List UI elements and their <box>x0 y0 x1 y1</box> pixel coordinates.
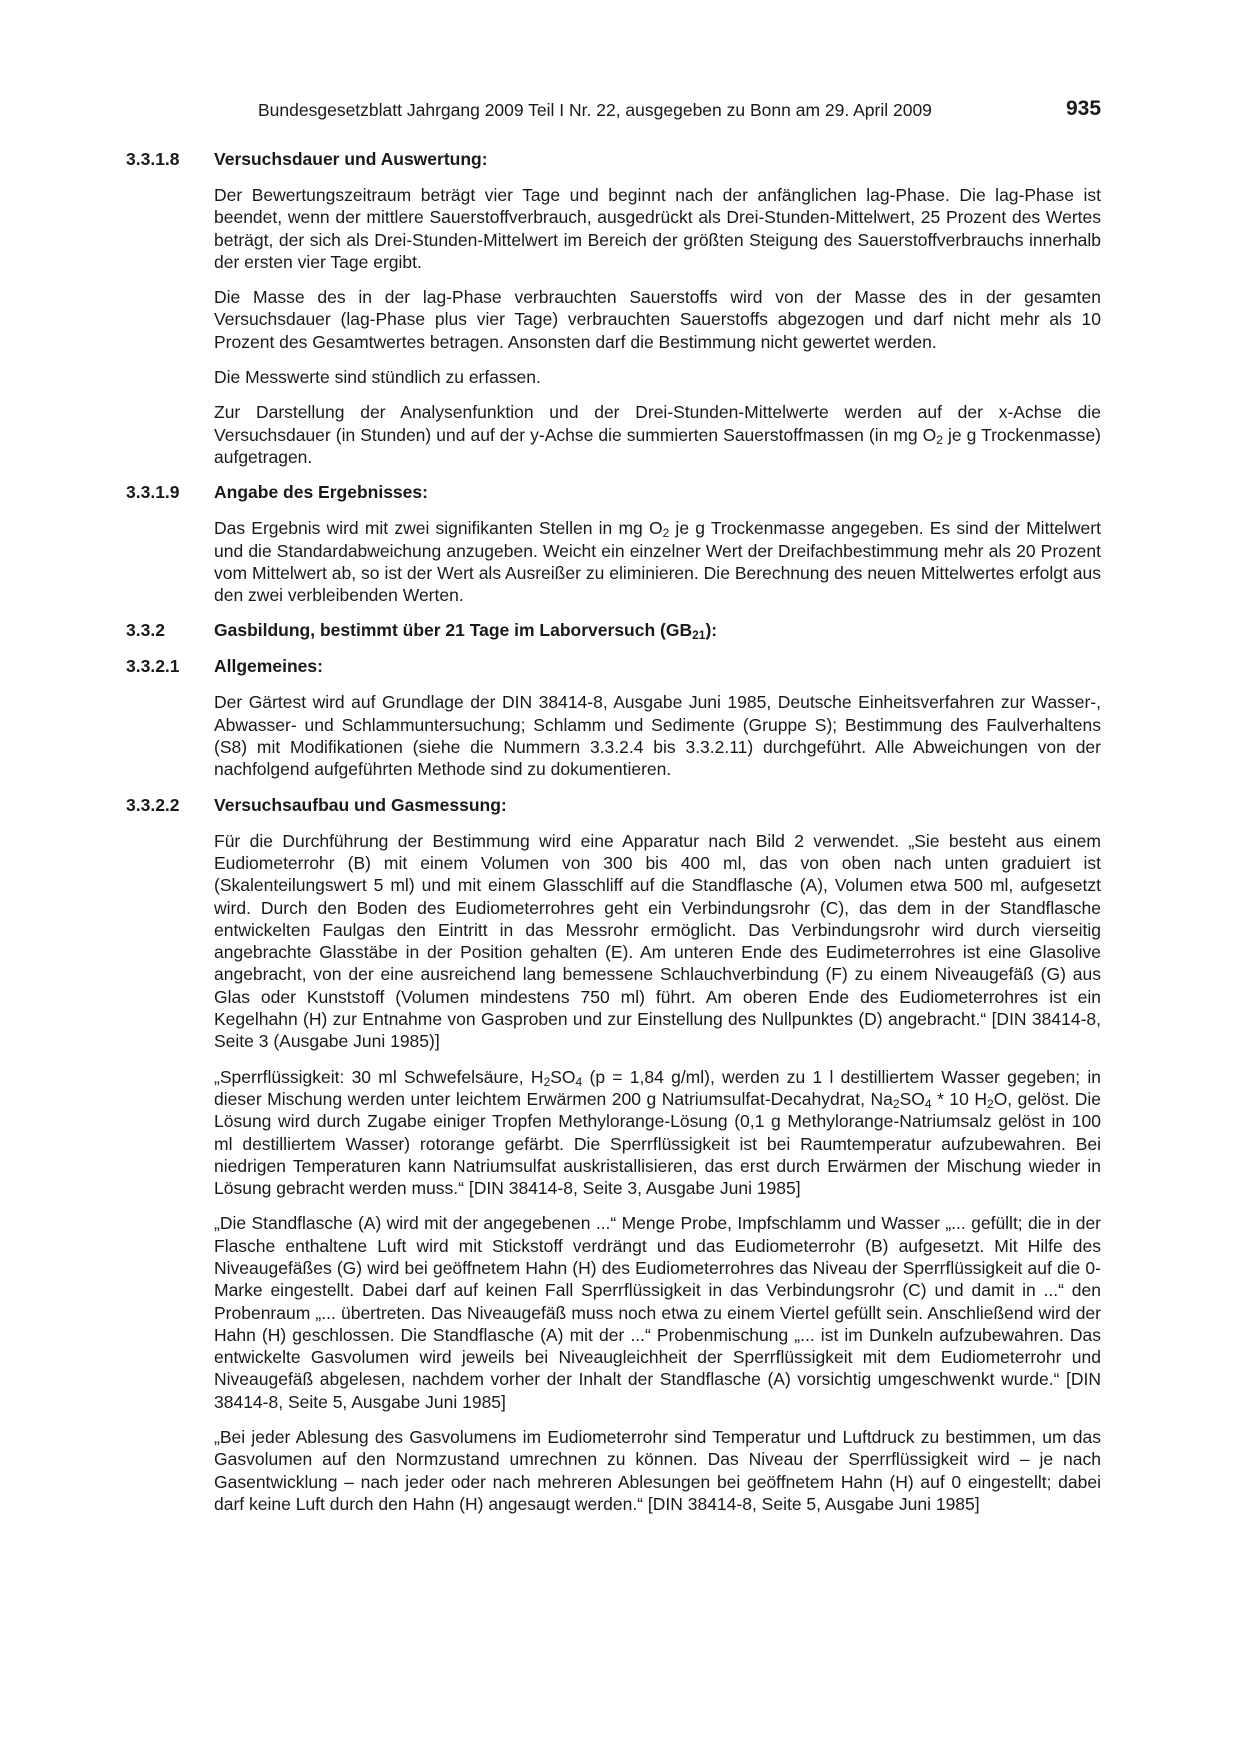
section-heading <box>126 794 1101 816</box>
section-number: 3.3.2.2 <box>126 794 180 815</box>
section-title-text: Gasbildung, bestimmt über 21 Tage im Laborversuch (GB <box>214 620 693 641</box>
section-number: 3.3.1.8 <box>126 149 180 169</box>
section-heading <box>126 481 1101 503</box>
paragraph <box>214 830 1101 1053</box>
subscript: 2 <box>543 1074 551 1089</box>
section-title <box>214 794 507 816</box>
section-body <box>214 830 1101 1516</box>
text-run: Zur Darstellung der Analysenfunktion und der Drei-Stunden-Mittelwerte werden auf der x-Achse die Versuchsdauer (in Stunden) und auf der y-Achse die summierten Sauerstoffmassen (in mg O <box>214 402 1101 445</box>
text-run: „Die Standflasche (A) wird mit der angegebenen ...“ Menge Probe, Impfschlamm und Wasser „... gefüllt; die in der Flasche enthaltene Luft wird mit Stickstoff verdrängt und das Eudiometerrohr (B) aufgesetzt. Mit Hilfe des Niveaugefäßes (G) wird bei geöffnetem Hahn (H) des Eudiometerrohres das Niveau der Sperrflüssigkeit auf die 0-Marke eingestellt. Dabei darf auf keinen Fall Sperrflüssigkeit in das Verbindungsrohr (C) und damit in ...“ den Probenraum „... übertreten. Das Niveaugefäß muss noch etwa zu einem Viertel gefüllt sein. Anschließend wird der Hahn (H) geschlossen. Die Standflasche (A) mit der ...“ Probenmischung „... ist im Dunkeln aufzubewahren. Das entwickelte Gasvolumen wird jeweils bei Niveaugleichheit der Sperrflüssigkeit mit dem Eudiometerrohr und Niveaugefäß abgelesen, nachdem vorher der Inhalt der Standflasche (A) vorsichtig umgeschwenkt wurde.“ [DIN 38414-8, Seite 5, Ausgabe Juni 1985] <box>214 1213 1101 1412</box>
text-run: SO <box>550 1066 576 1087</box>
paragraph <box>214 1066 1101 1200</box>
text-run: SO <box>899 1088 925 1109</box>
text-run: O, gelöst. Die Lösung wird durch Zugabe einiger Tropfen Methylorange-Lösung (0,1 g Methylorange-Natriumsalz gelöst in 100 ml destilliertem Wasser) rotorange gefärbt. Die Sperrflüssigkeit ist bei Raumtemperatur aufzubewahren. Bei niedrigen Temperaturen kann Natriumsulfat auskristallisieren, das erst durch Erwärmen der Mischung wieder in Lösung gebracht werden muss.“ [DIN 38414-8, Seite 3, Ausgabe Juni 1985] <box>214 1088 1101 1199</box>
subscript: 2 <box>892 1096 900 1111</box>
section-title-text: Angabe des Ergebnisses: <box>214 482 428 503</box>
subscript: 4 <box>924 1096 932 1111</box>
section-heading <box>126 148 1101 170</box>
paragraph <box>214 366 1101 388</box>
section-title-end: ): <box>705 620 718 641</box>
section-title-text: Versuchsdauer und Auswertung: <box>214 149 488 169</box>
text-run: (p = 1,84 g/ml), werden zu 1 l destilliertem Wasser gegeben; in dieser Mischung werden unter leichtem Erwärmen 200 g Natriumsulfat-Decahydrat, Na <box>214 1066 1102 1109</box>
section-heading <box>126 619 1101 641</box>
section-body <box>214 691 1101 780</box>
paragraph <box>214 1426 1101 1515</box>
text-run: * 10 H <box>931 1088 987 1109</box>
text-run: Die Masse des in der lag-Phase verbrauchten Sauerstoffs wird von der Masse des in der gesamten Versuchsdauer (lag-Phase plus vier Tage) verbrauchten Sauerstoffs abgezogen und darf nicht mehr als 10 Prozent des Gesamtwertes betragen. Ansonsten darf die Bestimmung nicht gewertet werden. <box>214 287 1101 352</box>
paragraph <box>214 517 1101 606</box>
text-run: Der Gärtest wird auf Grundlage der DIN 38414-8, Ausgabe Juni 1985, Deutsche Einheitsverfahren zur Wasser-, Abwasser- und Schlammuntersuchung; Schlamm und Sedimente (Gruppe S); Bestimmung des Faulverhaltens (S8) mit Modifikationen (siehe die Nummern 3.3.2.4 bis 3.3.2.11) durchgeführt. Alle Abweichungen von der nachfolgend aufgeführten Methode sind zu dokumentieren. <box>214 692 1101 780</box>
document-body <box>126 148 1101 1528</box>
text-run: „Sperrflüssigkeit: 30 ml Schwefelsäure, H <box>214 1066 544 1087</box>
title-subscript: 21 <box>692 628 706 643</box>
text-run: je g Trockenmasse angegeben. Es sind der Mittelwert und die Standardabweichung anzugeben. Weicht ein einzelner Wert der Dreifachbestimmung mehr als 20 Prozent vom Mittelwert ab, so ist der Wert als Ausreißer zu eliminieren. Die Berechnung des neuen Mittelwertes erfolgt aus den zwei verbleibenden Werten. <box>214 518 1101 606</box>
text-run: Das Ergebnis wird mit zwei signifikanten Stellen in mg O <box>214 518 663 539</box>
text-run: Die Messwerte sind stündlich zu erfassen. <box>214 367 541 388</box>
section-title <box>214 481 428 503</box>
paragraph <box>214 691 1101 780</box>
text-run: „Bei jeder Ablesung des Gasvolumens im Eudiometerrohr sind Temperatur und Luftdruck zu bestimmen, um das Gasvolumen auf den Normzustand umrechnen zu können. Das Niveau der Sperrflüssigkeit wird – je nach Gasentwicklung – nach jeder oder nach mehreren Ablesungen bei geöffnetem Hahn (H) auf 0 eingestellt; dabei darf keine Luft durch den Hahn (H) angesaugt werden.“ [DIN 38414-8, Seite 5, Ausgabe Juni 1985] <box>214 1427 1101 1514</box>
section-title <box>214 655 323 677</box>
section-number: 3.3.2.1 <box>126 656 180 677</box>
page-header <box>0 97 1241 124</box>
section-heading <box>126 655 1101 677</box>
section <box>126 794 1101 1516</box>
paragraph <box>214 184 1101 273</box>
paragraph <box>214 1212 1101 1413</box>
paragraph <box>214 401 1101 468</box>
section-title <box>214 148 488 170</box>
section-title <box>214 619 717 641</box>
section <box>126 655 1101 780</box>
text-run: je g Trockenmasse) aufgetragen. <box>214 424 1102 467</box>
subscript: 2 <box>987 1096 994 1111</box>
text-run: Für die Durchführung der Bestimmung wird eine Apparatur nach Bild 2 verwendet. „Sie besteht aus einem Eudiometerrohr (B) mit einem Volumen von 300 bis 400 ml, das von oben nach unten graduiert ist (Skalenteilungswert 5 ml) und mit einem Glasschliff auf die Standflasche (A), Volumen etwa 500 ml, aufgesetzt wird. Durch den Boden des Eudiometerrohres geht ein Verbindungsrohr (C), das dem in der Standflasche entwickelten Faulgas den Eintritt in das Messrohr ermöglicht. Das Verbindungsrohr wird durch vierseitig angebrachte Glasstäbe in der Position gehalten (E). Am unteren Ende des Eudimeterrohres ist eine Glasolive angebracht, von der eine ausreichend lang bemessene Schlauchverbindung (F) zu einem Niveaugefäß (G) aus Glas oder Kunststoff (Volumen mindestens 750 ml) führt. Am oberen Ende des Eudiometerrohres ist ein Kegelhahn (H) zur Entnahme von Gasproben und zur Einstellung des Nullpunktes (D) angebracht.“ [DIN 38414-8, Seite 3 (Ausgabe Juni 1985)] <box>214 830 1101 1052</box>
section <box>126 481 1101 606</box>
running-title: Bundesgesetzblatt Jahrgang 2009 Teil I Nr. 22, ausgegeben zu Bonn am 29. April 2009 <box>258 100 932 120</box>
section-body <box>214 517 1101 606</box>
page-number: 935 <box>1066 97 1102 120</box>
section <box>126 619 1101 641</box>
section-title-text: Allgemeines: <box>214 656 323 677</box>
section-title-text: Versuchsaufbau und Gasmessung: <box>214 794 507 815</box>
paragraph <box>214 286 1101 353</box>
subscript: 2 <box>936 432 943 447</box>
section-body <box>214 184 1101 468</box>
text-run: Der Bewertungszeitraum beträgt vier Tage und beginnt nach der anfänglichen lag-Phase. Die lag-Phase ist beendet, wenn der mittlere Sauerstoffverbrauch, ausgedrückt als Drei-Stunden-Mittelwert, 25 Prozent des Wertes beträgt, der sich als Drei-Stunden-Mittelwert im Bereich der größten Steigung des Sauerstoffverbrauchs innerhalb der ersten vier Tage ergibt. <box>214 185 1101 272</box>
section-number: 3.3.1.9 <box>126 482 180 503</box>
section-number: 3.3.2 <box>126 620 165 641</box>
subscript: 4 <box>575 1074 583 1089</box>
section <box>126 148 1101 468</box>
subscript: 2 <box>662 526 670 541</box>
